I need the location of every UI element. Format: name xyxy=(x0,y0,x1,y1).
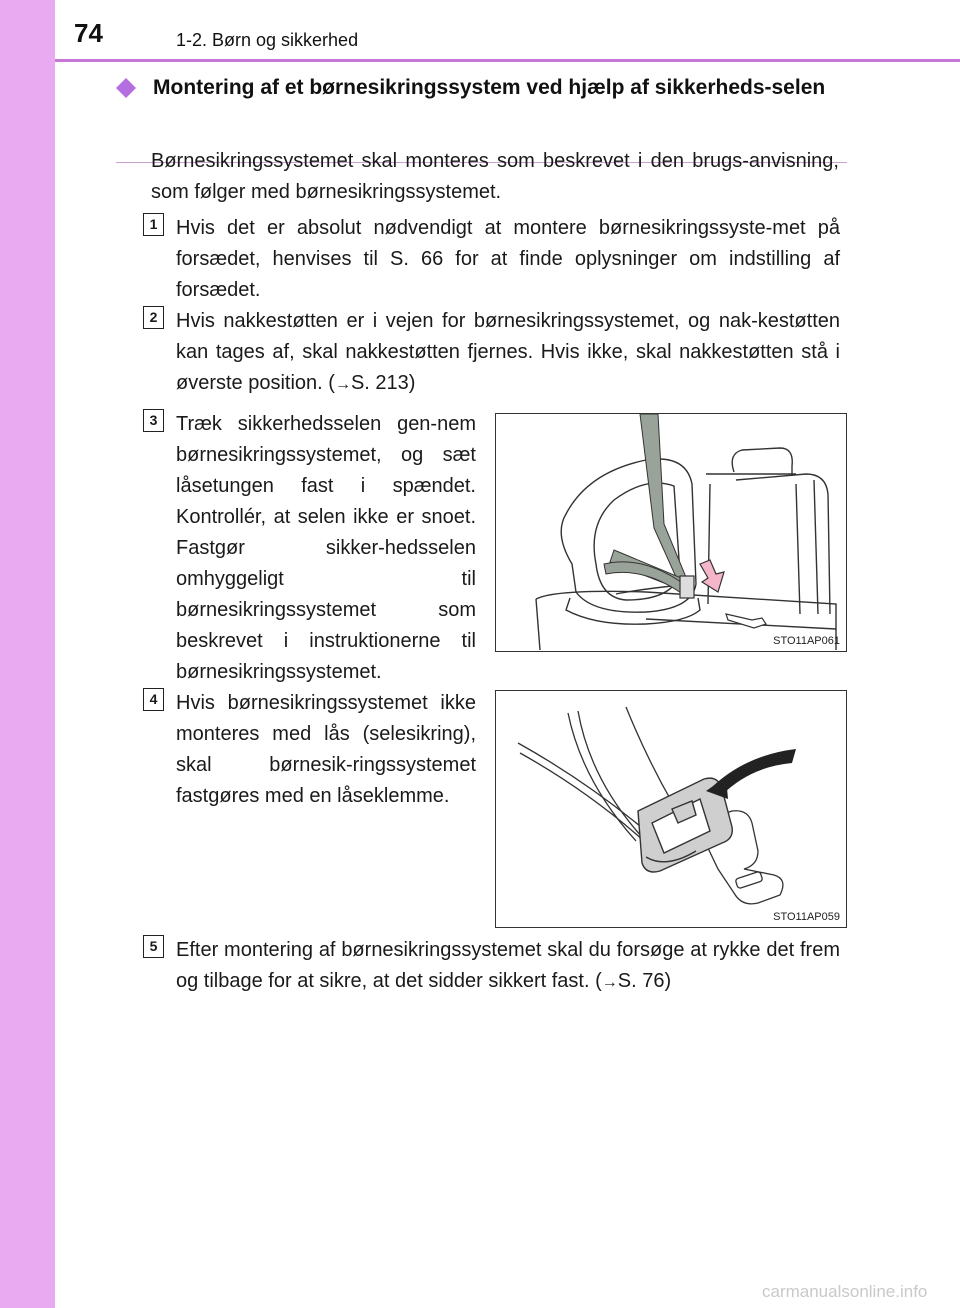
step-text xyxy=(176,306,840,400)
intro-paragraph: Børnesikringssystemet skal monteres som beskrevet i den brugs-anvisning, som følger med børnesikringssystemet. xyxy=(151,150,839,203)
child-seat-illustration xyxy=(496,414,845,650)
step-text: Træk sikkerhedsselen gen-nem børnesikringssystemet, og sæt låsetungen fast i spændet. Kontrollér, at selen ikke er snoet. Fastgør sikker-hedsselen omhyggeligt til børnesikringssystemet som beskrevet i instruktionerne til børnesikringssystemet. xyxy=(176,413,476,683)
step-number: 5 xyxy=(143,935,164,958)
chapter-sidebar-tab xyxy=(0,0,55,1308)
step-text xyxy=(176,935,840,998)
step-text-part: Hvis nakkestøtten er i vejen for børnesikringssystemet, og nak-kestøtten kan tages af, skal nakkestøtten fjernes. Hvis ikke, skal nakkestøtten stå i øverste position. ( xyxy=(176,310,840,394)
locking-clip-illustration xyxy=(496,691,845,926)
page-reference-link[interactable]: S. 76) xyxy=(617,970,672,992)
step-number: 1 xyxy=(143,213,164,236)
chapter-title: 1-2. Børn og sikkerhed xyxy=(176,30,359,50)
page-number: 74 xyxy=(74,18,103,48)
step-text-part: Efter montering af børnesikringssystemet skal du forsøge at rykke det frem og tilbage for at sikre, at det sidder sikkert fast. ( xyxy=(176,939,840,992)
figure-code: STO11AP059 xyxy=(773,911,840,923)
step-number: 2 xyxy=(143,306,164,329)
step-text: Hvis det er absolut nødvendigt at montere børnesikringssyste-met på forsædet, henvises til S. 66 for at finde oplysninger om indstilling af forsædet. xyxy=(176,217,840,301)
arrow-right-icon: → xyxy=(601,974,618,991)
watermark: carmanualsonline.info xyxy=(762,1282,928,1301)
section-heading-block xyxy=(116,72,848,103)
figure-code: STO11AP061 xyxy=(773,635,840,647)
step-text: Hvis børnesikringssystemet ikke monteres med lås (selesikring), skal børnesik-ringssystemet fastgøres med en låseklemme. xyxy=(176,692,476,807)
arrow-right-icon: → xyxy=(334,376,351,393)
diamond-bullet-icon xyxy=(116,78,136,98)
header-divider xyxy=(55,59,960,62)
figure-child-seat xyxy=(495,413,847,652)
section-heading: Montering af et børnesikringssystem ved hjælp af sikkerheds-selen xyxy=(153,76,826,99)
step-number: 3 xyxy=(143,409,164,432)
page-reference-link[interactable]: S. 213) xyxy=(350,372,416,394)
figure-locking-clip xyxy=(495,690,847,928)
step-number: 4 xyxy=(143,688,164,711)
